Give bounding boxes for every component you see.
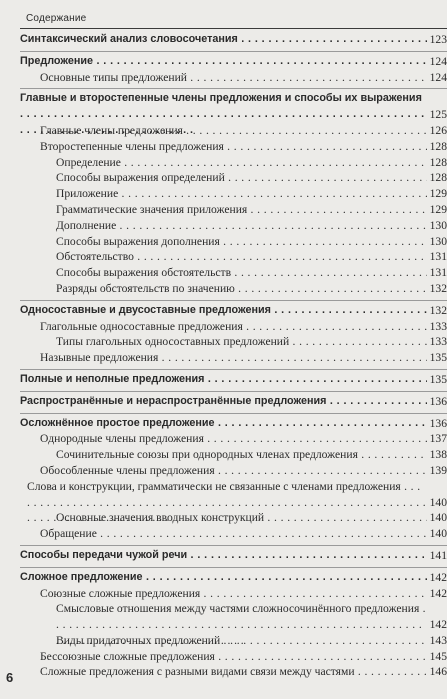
- toc-entry-page: 140: [429, 511, 447, 525]
- toc-entry-page: 141: [429, 548, 447, 562]
- toc-entry-title: Виды придаточных предложений . . .: [56, 633, 427, 649]
- toc-entry[interactable]: [20, 586, 447, 602]
- toc-entry-page: 137: [429, 432, 447, 446]
- toc-entry-page: 130: [429, 218, 447, 232]
- toc-section: [20, 301, 447, 370]
- toc-entry[interactable]: [20, 139, 447, 155]
- toc-entry-page: 124: [429, 70, 447, 84]
- toc-entry-title: Основные значения вводных конструкций . . .: [56, 510, 427, 526]
- header-title: Содержание: [26, 13, 87, 24]
- toc-entry-title: Распространённые и нераспространённые предложения . . .: [20, 394, 427, 410]
- toc-entry-title: Однородные члены предложения . . .: [40, 431, 427, 447]
- toc-entry-title: Приложение . . .: [56, 186, 427, 202]
- toc-entry-page: 128: [429, 171, 447, 185]
- toc-entry[interactable]: [20, 265, 447, 281]
- toc-entry-title: Разряды обстоятельств по значению . . .: [56, 281, 427, 297]
- toc-entry[interactable]: [20, 633, 447, 649]
- toc-entry[interactable]: [20, 234, 447, 250]
- toc-entry-page: 135: [429, 372, 447, 386]
- toc-entry[interactable]: [20, 570, 447, 586]
- toc-entry-page: 133: [429, 335, 447, 349]
- toc-entry[interactable]: [20, 249, 447, 265]
- toc-entry-page: 136: [429, 394, 447, 408]
- toc-entry-title: Сочинительные союзы при однородных членах предложения . . .: [56, 447, 427, 463]
- toc-entry-title: Грамматические значения приложения . . .: [56, 202, 427, 218]
- toc-entry[interactable]: [20, 526, 447, 542]
- toc-entry-title: Бессоюзные сложные предложения . . .: [40, 649, 427, 665]
- toc-entry[interactable]: [20, 281, 447, 297]
- running-header: [20, 6, 447, 29]
- toc-entry[interactable]: [20, 186, 447, 202]
- toc-entry-page: 140: [429, 495, 447, 509]
- toc-entry-title: Дополнение . . .: [56, 218, 427, 234]
- toc-entry[interactable]: [20, 664, 447, 680]
- toc-entry-page: 142: [429, 586, 447, 600]
- toc-entry-title: Слова и конструкции, грамматически не связанные с членами предложения . . .: [27, 479, 427, 526]
- toc-entry-title: Определение . . .: [56, 155, 427, 171]
- toc-entry[interactable]: [20, 303, 447, 319]
- toc-entry[interactable]: [20, 334, 447, 350]
- toc-entry-page: 128: [429, 155, 447, 169]
- toc-section: [20, 370, 447, 392]
- table-of-contents: [20, 30, 447, 683]
- toc-entry-page: 131: [429, 266, 447, 280]
- toc-entry[interactable]: [20, 510, 447, 526]
- toc-entry[interactable]: [20, 431, 447, 447]
- toc-entry[interactable]: [20, 479, 447, 511]
- toc-entry-page: 142: [429, 570, 447, 584]
- toc-entry[interactable]: [20, 319, 447, 335]
- toc-entry-page: 135: [429, 351, 447, 365]
- toc-entry[interactable]: [20, 601, 447, 633]
- toc-entry[interactable]: [20, 170, 447, 186]
- toc-entry[interactable]: [20, 463, 447, 479]
- toc-entry[interactable]: [20, 394, 447, 410]
- toc-entry-page: 124: [429, 54, 447, 68]
- toc-entry[interactable]: [20, 350, 447, 366]
- toc-entry[interactable]: [20, 91, 447, 123]
- toc-entry-title: Полные и неполные предложения . . .: [20, 372, 427, 388]
- toc-entry[interactable]: [20, 548, 447, 564]
- toc-section: [20, 568, 447, 684]
- toc-entry-title: Способы выражения определений . . .: [56, 170, 427, 186]
- toc-entry[interactable]: [20, 123, 447, 139]
- toc-entry-page: 132: [429, 281, 447, 295]
- toc-entry[interactable]: [20, 649, 447, 665]
- toc-entry-title: Типы глагольных односоставных предложений . . .: [56, 334, 427, 350]
- toc-entry-page: 146: [429, 665, 447, 679]
- toc-entry-title: Способы выражения дополнения . . .: [56, 234, 427, 250]
- toc-entry-page: 139: [429, 463, 447, 477]
- toc-entry-title: Обстоятельство . . .: [56, 249, 427, 265]
- toc-entry-page: 131: [429, 250, 447, 264]
- toc-entry-title: Сложное предложение . . .: [20, 570, 427, 586]
- toc-entry-page: 129: [429, 202, 447, 216]
- toc-entry-title: Смысловые отношения между частями сложносочинённого предложения . . .: [56, 601, 427, 648]
- toc-entry[interactable]: [20, 447, 447, 463]
- toc-section: [20, 392, 447, 414]
- toc-entry[interactable]: [20, 416, 447, 432]
- toc-entry-page: 133: [429, 319, 447, 333]
- toc-entry-title: Предложение . . .: [20, 54, 427, 70]
- toc-section: [20, 30, 447, 52]
- toc-entry-page: 128: [429, 139, 447, 153]
- toc-entry-page: 143: [429, 633, 447, 647]
- toc-entry-page: 132: [429, 303, 447, 317]
- toc-section: [20, 414, 447, 546]
- toc-entry-title: Способы передачи чужой речи . . .: [20, 548, 427, 564]
- toc-section: [20, 52, 447, 90]
- toc-entry-title: Главные члены предложения . . .: [40, 123, 427, 139]
- toc-entry-page: 140: [429, 527, 447, 541]
- toc-entry-page: 145: [429, 649, 447, 663]
- toc-entry-title: Назывные предложения . . .: [40, 350, 427, 366]
- toc-entry[interactable]: [20, 155, 447, 171]
- toc-entry[interactable]: [20, 218, 447, 234]
- toc-entry[interactable]: [20, 202, 447, 218]
- toc-entry-title: Синтаксический анализ словосочетания . . .: [20, 32, 427, 48]
- toc-entry-page: 125: [429, 108, 447, 122]
- toc-entry-title: Главные и второстепенные члены предложения и способы их выражения . . .: [20, 91, 427, 138]
- toc-section: [20, 546, 447, 568]
- toc-entry-title: Глагольные односоставные предложения . . .: [40, 319, 427, 335]
- toc-section: [20, 89, 447, 300]
- toc-entry-page: 129: [429, 187, 447, 201]
- toc-entry[interactable]: [20, 372, 447, 388]
- toc-entry-title: Второстепенные члены предложения . . .: [40, 139, 427, 155]
- toc-entry-title: Сложные предложения с разными видами связи между частями . . .: [40, 664, 427, 680]
- toc-entry-page: 142: [429, 618, 447, 632]
- toc-entry-title: Союзные сложные предложения . . .: [40, 586, 427, 602]
- toc-entry-title: Основные типы предложений . . .: [40, 70, 427, 86]
- toc-entry[interactable]: [20, 32, 447, 48]
- toc-entry-title: Односоставные и двусоставные предложения . . .: [20, 303, 427, 319]
- toc-entry[interactable]: [20, 70, 447, 86]
- toc-entry-title: Обособленные члены предложения . . .: [40, 463, 427, 479]
- toc-entry-page: 138: [429, 448, 447, 462]
- toc-entry-title: Обращение . . .: [40, 526, 427, 542]
- toc-entry-page: 136: [429, 416, 447, 430]
- toc-entry-title: Осложнённое простое предложение . . .: [20, 416, 427, 432]
- page-number: 6: [6, 670, 14, 685]
- toc-entry-page: 126: [429, 123, 447, 137]
- toc-entry-title: Способы выражения обстоятельств . . .: [56, 265, 427, 281]
- toc-entry-page: 123: [429, 33, 447, 46]
- toc-entry[interactable]: [20, 54, 447, 70]
- toc-entry-page: 130: [429, 234, 447, 248]
